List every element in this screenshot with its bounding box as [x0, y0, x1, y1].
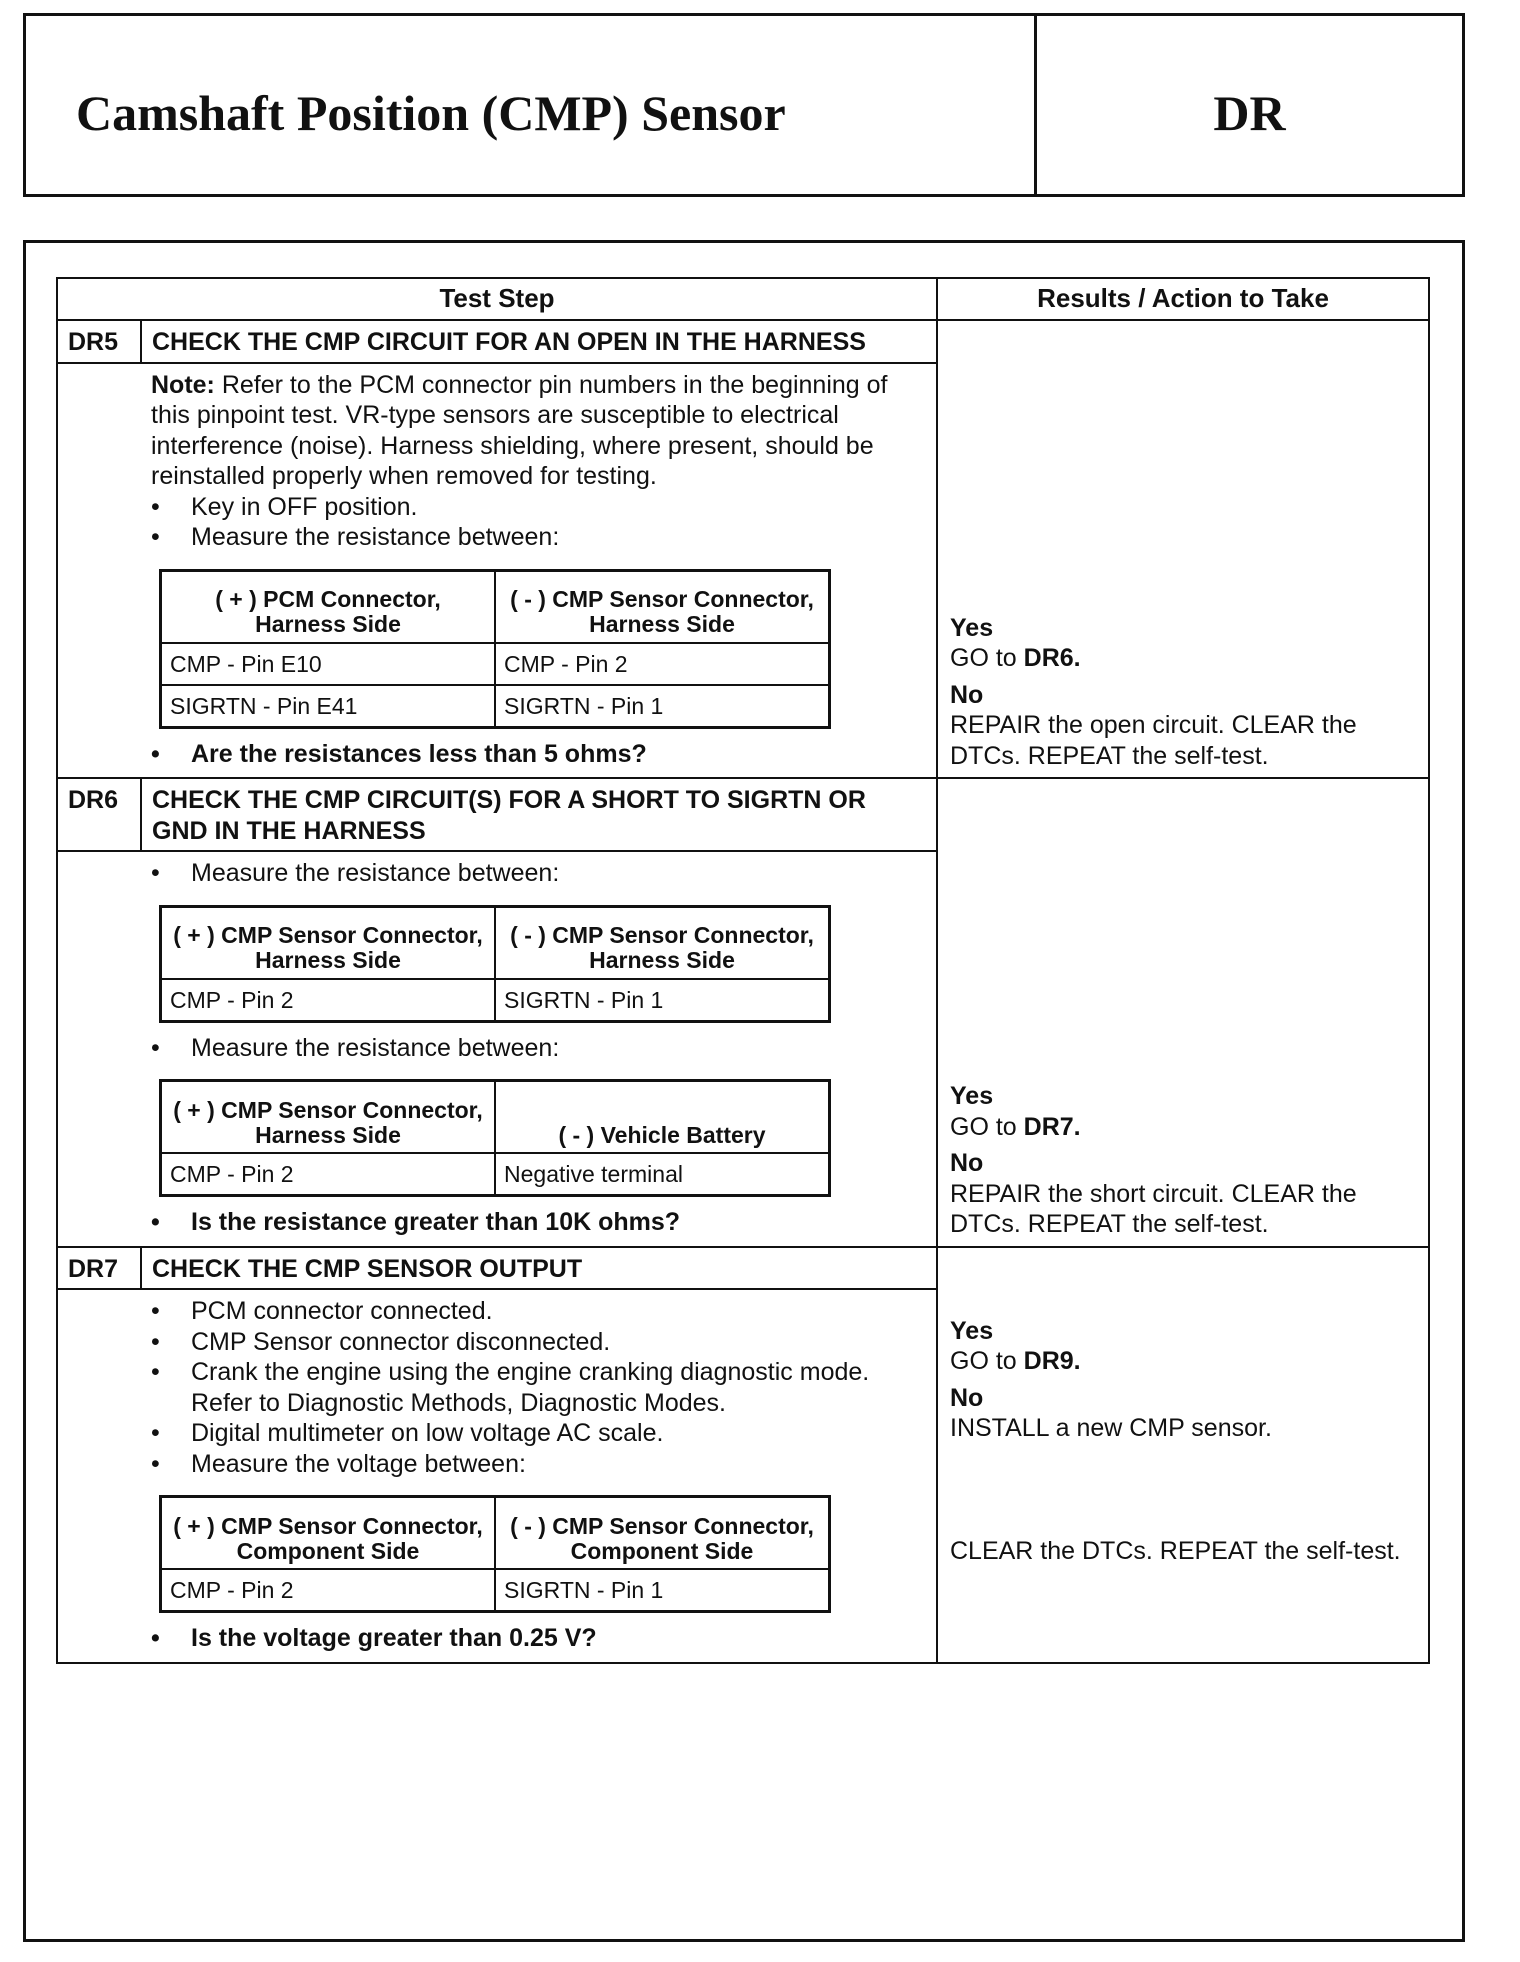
table-cell: Negative terminal [495, 1153, 830, 1196]
yes-label: Yes [950, 613, 994, 642]
yes-action [950, 1346, 1418, 1377]
note-text: Refer to the PCM connector pin numbers in the beginning of this pinpoint test. VR-type sensors are susceptible to electrical interference (noise). Harness shielding, where present, should be reinstalled properly when removed for testing. [151, 370, 888, 490]
no-action: INSTALL a new CMP sensor. [950, 1414, 1272, 1443]
measurement-table [159, 1495, 831, 1613]
step-dr5-title-row [57, 320, 1429, 363]
step-dr6-body [141, 851, 937, 1247]
question: • Are the resistances less than 5 ohms? [151, 739, 926, 770]
yes-action [950, 1112, 1418, 1143]
step-dr7-results [937, 1247, 1429, 1663]
table-cell: CMP - Pin E10 [161, 643, 496, 685]
no-action: REPAIR the short circuit. CLEAR the DTCs. REPEAT the self-test. [950, 1179, 1357, 1239]
step-code: DR5 [57, 320, 141, 363]
step-code: DR6 [57, 778, 141, 851]
column-header: ( + ) CMP Sensor Connector, Harness Side [161, 906, 496, 979]
question: • Is the voltage greater than 0.25 V? [151, 1623, 926, 1654]
no-label: No [950, 1383, 984, 1412]
yes-label: Yes [950, 1316, 994, 1345]
table-row [161, 979, 830, 1022]
question-list [151, 1623, 926, 1654]
step-code: DR7 [57, 1247, 141, 1290]
column-header: ( - ) CMP Sensor Connector, Harness Side [495, 570, 830, 643]
table-row [161, 1153, 830, 1196]
table-row [161, 1569, 830, 1612]
step-title: CHECK THE CMP CIRCUIT FOR AN OPEN IN THE HARNESS [141, 320, 937, 363]
bullet-list [151, 1296, 926, 1479]
list-item: • Measure the resistance between: [151, 1033, 926, 1064]
bullet-list [151, 492, 926, 553]
table-cell: CMP - Pin 2 [495, 643, 830, 685]
table-cell: SIGRTN - Pin 1 [495, 979, 830, 1022]
final-action: CLEAR the DTCs. REPEAT the self-test. [950, 1536, 1401, 1565]
test-step-header: Test Step [57, 278, 937, 320]
step-code-spacer [57, 851, 141, 1247]
question-list [151, 739, 926, 770]
step-dr5-results [937, 320, 1429, 778]
column-header: ( - ) CMP Sensor Connector, Component Side [495, 1497, 830, 1570]
step-title: CHECK THE CMP SENSOR OUTPUT [141, 1247, 937, 1290]
step-dr6-title-row [57, 778, 1429, 851]
list-item: • Measure the resistance between: [151, 858, 926, 889]
yes-label: Yes [950, 1082, 994, 1111]
list-item: • Crank the engine using the engine cranking diagnostic mode. Refer to Diagnostic Methods, Diagnostic Modes. [151, 1357, 926, 1418]
results-header: Results / Action to Take [937, 278, 1429, 320]
question: • Is the resistance greater than 10K ohms? [151, 1207, 926, 1238]
no-label: No [950, 680, 984, 709]
step-dr5-body [141, 363, 937, 779]
note [151, 370, 926, 492]
table-header-row [57, 278, 1429, 320]
column-header: ( - ) CMP Sensor Connector, Harness Side [495, 906, 830, 979]
pinpoint-test-table [56, 277, 1430, 1664]
measurement-table [159, 569, 831, 729]
list-item: • PCM connector connected. [151, 1296, 926, 1327]
table-cell: CMP - Pin 2 [161, 979, 496, 1022]
table-row [161, 685, 830, 728]
page-title: Camshaft Position (CMP) Sensor [76, 85, 786, 141]
measurement-table [159, 1079, 831, 1197]
list-item: • Measure the resistance between: [151, 522, 926, 553]
list-item: • Digital multimeter on low voltage AC scale. [151, 1418, 926, 1449]
yes-prefix: GO to [950, 1112, 1024, 1141]
yes-target: DR7. [1023, 1112, 1081, 1141]
page-header [23, 13, 1465, 197]
question-list [151, 1207, 926, 1238]
section-code: DR [1213, 85, 1286, 141]
column-header: ( + ) CMP Sensor Connector, Harness Side [161, 1081, 496, 1154]
list-item: • Key in OFF position. [151, 492, 926, 523]
list-item: • CMP Sensor connector disconnected. [151, 1327, 926, 1358]
table-cell: CMP - Pin 2 [161, 1153, 496, 1196]
yes-prefix: GO to [950, 1347, 1024, 1376]
step-dr7-title-row [57, 1247, 1429, 1290]
note-label: Note: [151, 370, 215, 399]
column-header: ( + ) PCM Connector, Harness Side [161, 570, 496, 643]
column-header: ( + ) CMP Sensor Connector, Component Side [161, 1497, 496, 1570]
bullet-list [151, 1033, 926, 1064]
table-cell: SIGRTN - Pin 1 [495, 685, 830, 728]
step-title: CHECK THE CMP CIRCUIT(S) FOR A SHORT TO SIGRTN OR GND IN THE HARNESS [141, 778, 937, 851]
yes-target: DR6. [1023, 644, 1081, 673]
step-dr7-body [141, 1289, 937, 1663]
bullet-list [151, 858, 926, 889]
table-row [161, 643, 830, 685]
table-cell: SIGRTN - Pin E41 [161, 685, 496, 728]
yes-action [950, 643, 1418, 674]
yes-prefix: GO to [950, 644, 1024, 673]
step-code-spacer [57, 1289, 141, 1663]
step-code-spacer [57, 363, 141, 779]
table-cell: CMP - Pin 2 [161, 1569, 496, 1612]
measurement-table [159, 905, 831, 1023]
table-cell: SIGRTN - Pin 1 [495, 1569, 830, 1612]
yes-target: DR9. [1023, 1347, 1081, 1376]
no-action: REPAIR the open circuit. CLEAR the DTCs. REPEAT the self-test. [950, 711, 1357, 770]
column-header: ( - ) Vehicle Battery [495, 1081, 830, 1154]
no-label: No [950, 1149, 984, 1178]
list-item: • Measure the voltage between: [151, 1449, 926, 1480]
step-dr6-results [937, 778, 1429, 1247]
